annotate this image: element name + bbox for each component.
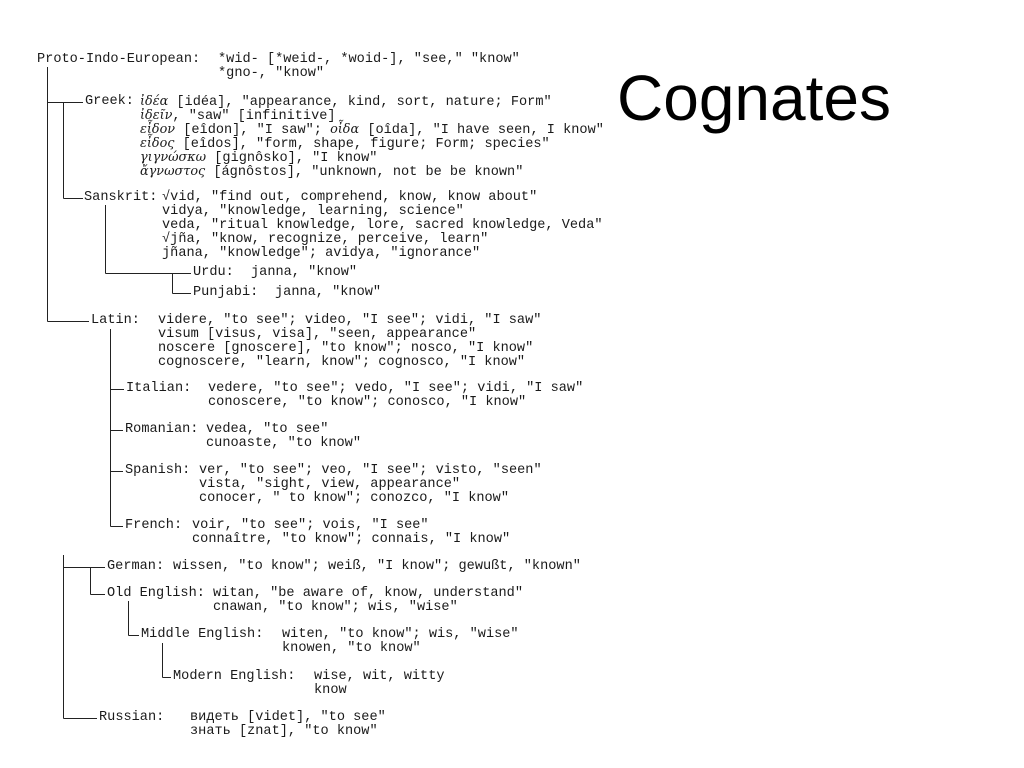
language-label: French: [125, 518, 183, 533]
language-label: Modern English: [173, 669, 296, 684]
gloss-line: *gno-, "know" [218, 66, 325, 81]
gloss-line: vedea, "to see" [206, 422, 329, 437]
gloss-text: [idéa], "appearance, kind, sort, nature; Form" [168, 95, 552, 110]
gloss-block [282, 628, 519, 656]
node-german [107, 559, 581, 574]
gloss-line: janna, "know" [275, 285, 382, 300]
gloss-line: conocer, " to know"; conozco, "I know" [199, 491, 509, 506]
gloss-line: cognoscere, "learn, know"; cognosco, "I know" [158, 355, 526, 370]
slide-title: Cognates [617, 62, 891, 134]
node-old-english [107, 586, 523, 615]
greek-word: ἰδεῖν [140, 108, 173, 123]
gloss-block [251, 266, 357, 280]
language-label: German: [107, 559, 165, 574]
gloss-line: know [314, 683, 347, 698]
gloss-text: [eîdos], "form, shape, figure; Form; species" [174, 137, 550, 152]
gloss-block [275, 286, 381, 300]
gloss-line: видеть [videt], "to see" [190, 710, 386, 725]
language-label: Urdu: [193, 265, 234, 280]
node-russian [99, 710, 386, 739]
gloss-block [206, 423, 361, 451]
node-sanskrit [84, 190, 603, 261]
node-latin [91, 313, 542, 370]
gloss-text: [gignôsko], "I know" [206, 151, 378, 166]
gloss-block [218, 53, 520, 81]
greek-word: ἰδέα [140, 94, 169, 109]
gloss-line: connaître, "to know"; connais, "I know" [192, 532, 511, 547]
gloss-text: [oîda], "I have seen, I know" [359, 123, 604, 138]
gloss-line: cunoaste, "to know" [206, 436, 361, 451]
gloss-line: witen, "to know"; wis, "wise" [282, 627, 519, 642]
gloss-line: noscere [gnoscere], "to know"; nosco, "I know" [158, 341, 534, 356]
gloss-block [314, 670, 445, 698]
gloss-line: witan, "be aware of, know, understand" [213, 586, 523, 601]
gloss-line: janna, "know" [251, 265, 358, 280]
node-punjabi [193, 285, 382, 300]
greek-word: ἄγνωστος [140, 164, 206, 179]
greek-word: γιγνώσκω [140, 150, 207, 165]
gloss-block [190, 711, 386, 739]
node-middle-english [141, 627, 519, 656]
gloss-line: *wid- [*weid-, *woid-], "see," "know" [218, 52, 520, 67]
language-label: Sanskrit: [84, 190, 158, 205]
gloss-line: visum [visus, visa], "seen, appearance" [158, 327, 477, 342]
gloss-line: vista, "sight, view, appearance" [199, 477, 461, 492]
greek-word: οἶδα [330, 122, 360, 137]
node-romanian [125, 422, 361, 451]
gloss-line: vedere, "to see"; vedo, "I see"; vidi, "I saw" [208, 381, 584, 396]
gloss-line: wissen, "to know"; weiß, "I know"; gewußt, "known" [173, 559, 581, 574]
gloss-line: veda, "ritual knowledge, lore, sacred knowledge, Veda" [162, 218, 603, 233]
language-label: Italian: [126, 381, 192, 396]
gloss-line [140, 137, 604, 151]
gloss-line: wise, wit, witty [314, 669, 445, 684]
gloss-line: √vid, "find out, comprehend, know, know about" [162, 190, 538, 205]
gloss-block [162, 191, 603, 261]
gloss-line: videre, "to see"; video, "I see"; vidi, "I saw" [158, 313, 542, 328]
gloss-block [213, 587, 523, 615]
node-urdu [193, 265, 358, 280]
gloss-text: , "saw" [infinitive] [172, 109, 336, 124]
gloss-line: conoscere, "to know"; conosco, "I know" [208, 395, 527, 410]
gloss-line: знать [znat], "to know" [190, 724, 378, 739]
gloss-line: vidya, "knowledge, learning, science" [162, 204, 464, 219]
language-label: Greek: [85, 94, 134, 109]
language-label: Proto-Indo-European: [37, 52, 201, 67]
gloss-line: √jña, "know, recognize, perceive, learn" [162, 232, 489, 247]
gloss-block [158, 314, 541, 370]
gloss-line: voir, "to see"; vois, "I see" [192, 518, 429, 533]
greek-word: εἶδον [140, 122, 176, 137]
node-italian [126, 381, 584, 410]
gloss-line [140, 151, 604, 165]
gloss-line [140, 123, 604, 137]
node-proto-indo-european [37, 52, 520, 81]
node-french [125, 518, 511, 547]
node-spanish [125, 463, 542, 506]
gloss-line: knowen, "to know" [282, 641, 421, 656]
greek-word: εἶδος [140, 136, 175, 151]
node-greek [85, 94, 604, 180]
language-label: Russian: [99, 710, 165, 725]
language-label: Romanian: [125, 422, 199, 437]
gloss-block [140, 95, 604, 179]
gloss-block [199, 464, 542, 506]
gloss-line: jñana, "knowledge"; avidya, "ignorance" [162, 246, 481, 261]
language-label: Old English: [107, 586, 205, 601]
gloss-text: [eîdon], "I saw"; [175, 123, 331, 138]
gloss-line: cnawan, "to know"; wis, "wise" [213, 600, 458, 615]
language-label: Spanish: [125, 463, 191, 478]
gloss-line [140, 95, 604, 109]
language-label: Middle English: [141, 627, 264, 642]
language-label: Punjabi: [193, 285, 259, 300]
gloss-line: ver, "to see"; veo, "I see"; visto, "seen" [199, 463, 542, 478]
language-label: Latin: [91, 313, 140, 328]
gloss-block [208, 382, 583, 410]
gloss-block [173, 560, 581, 574]
gloss-line [140, 109, 604, 123]
gloss-block [192, 519, 510, 547]
gloss-line [140, 165, 604, 179]
gloss-text: [ágnôstos], "unknown, not be be known" [205, 165, 524, 180]
node-modern-english [173, 669, 445, 698]
